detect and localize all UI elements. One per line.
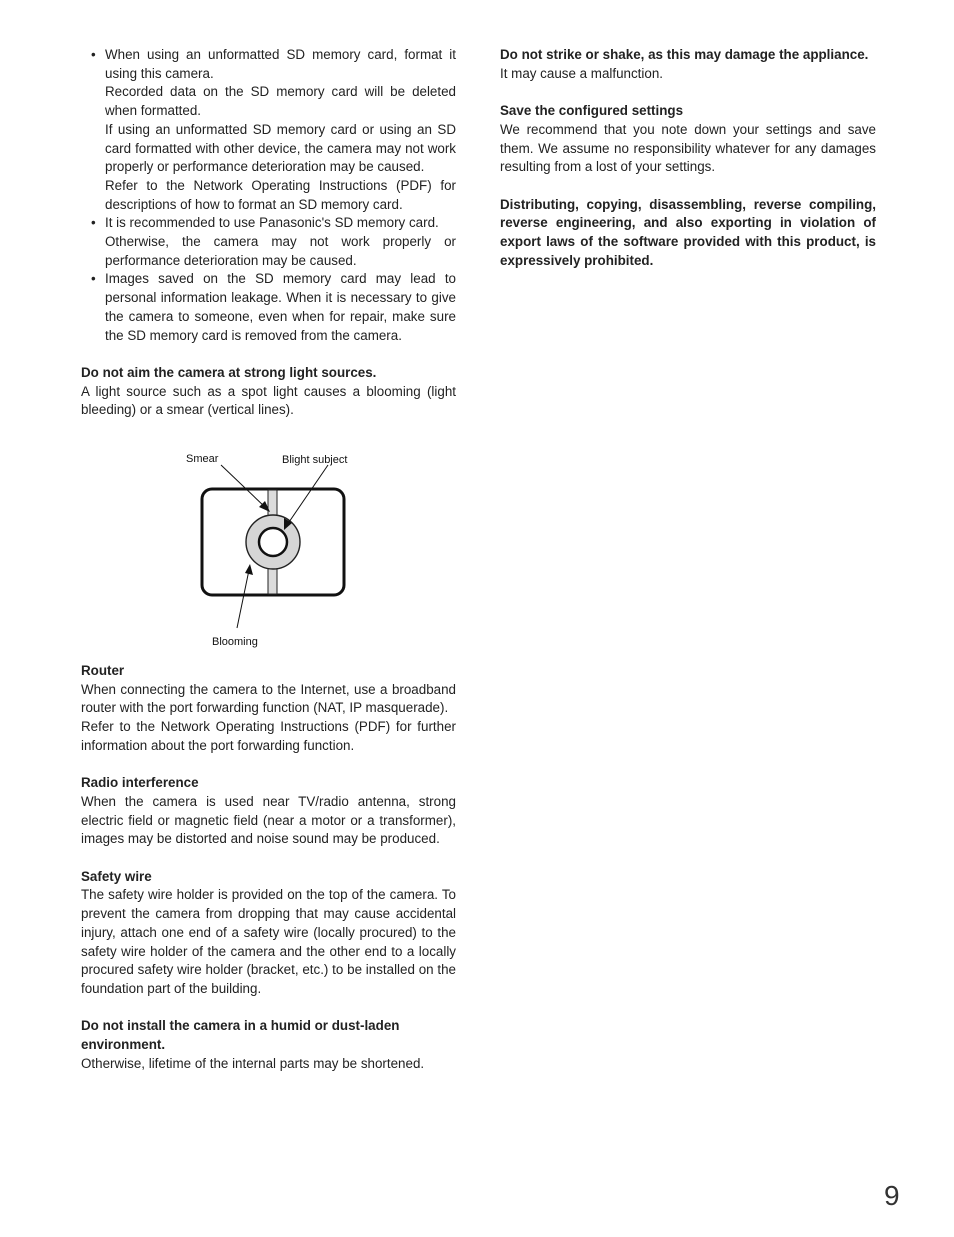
- radio-heading: Radio interference: [81, 775, 199, 791]
- save-settings-section: [500, 102, 876, 177]
- bullet-icon: •: [91, 215, 96, 231]
- bullet-paragraph: It is recommended to use Panasonic's SD memory card.: [105, 215, 439, 231]
- strong-light-heading: Do not aim the camera at strong light sources.: [81, 364, 377, 380]
- bullet-paragraph: When using an unformatted SD memory card, format it using this camera.: [105, 47, 456, 81]
- left-column: [81, 46, 456, 1073]
- blooming-label: Blooming: [212, 636, 258, 649]
- bright-subject-label: Blight subject: [282, 454, 348, 467]
- list-item: [81, 214, 456, 270]
- list-item: [81, 46, 456, 214]
- strong-light-section: [81, 364, 456, 420]
- camera-view-diagram: [81, 432, 456, 658]
- smear-label: Smear: [186, 453, 219, 466]
- bullet-paragraph: Refer to the Network Operating Instructions (PDF) for descriptions of how to format an SD memory card.: [105, 177, 456, 212]
- router-body: When connecting the camera to the Internet, use a broadband router with the port forwarding function (NAT, IP masquerade).: [81, 681, 456, 716]
- page-number: 9: [884, 1180, 900, 1211]
- radio-body: When the camera is used near TV/radio antenna, strong electric field or magnetic field (near a motor or a transformer), images may be distorted and noise sound may be produced.: [81, 793, 456, 847]
- safety-wire-heading: Safety wire: [81, 868, 152, 884]
- humid-section: [81, 1017, 456, 1073]
- safety-wire-body: The safety wire holder is provided on the top of the camera. To prevent the camera from dropping that may cause accidental injury, attach one end of a safety wire (locally procured) to the safety wire holder of the camera and the other end to a locally procured safety wire holder (bracket, etc.) to be installed on the foundation part of the building.: [81, 887, 456, 996]
- bright-subject-circle: [259, 528, 287, 556]
- bullet-paragraph: Images saved on the SD memory card may lead to personal information leakage. When it is necessary to give the camera to someone, even when for repair, make sure the SD memory card is removed from the camera.: [105, 271, 456, 343]
- router-section: [81, 662, 456, 756]
- smear-blooming-figure: [81, 432, 456, 658]
- prohibited-section: [500, 196, 876, 271]
- prohibited-notice: Distributing, copying, disassembling, reverse compiling, reverse engineering, and also exporting in violation of export laws of the software provided with this product, is expressively prohibited.: [500, 196, 876, 268]
- router-heading: Router: [81, 663, 125, 679]
- sd-card-bullet-list: [81, 46, 456, 345]
- strike-heading: Do not strike or shake, as this may damage the appliance.: [500, 47, 869, 62]
- bullet-paragraph: Otherwise, the camera may not work properly or performance deterioration may be caused.: [105, 234, 456, 268]
- bullet-icon: •: [91, 47, 96, 62]
- safety-wire-section: [81, 868, 456, 999]
- router-body-reference: Refer to the Network Operating Instructions (PDF) for further information about the port forwarding function.: [81, 719, 456, 753]
- humid-body: Otherwise, lifetime of the internal parts may be shortened.: [81, 1055, 425, 1071]
- bullet-paragraph: Recorded data on the SD memory card will be deleted when formatted.: [105, 84, 456, 119]
- save-settings-body: We recommend that you note down your settings and save them. We assume no responsibility whatever for any damages resulting from a lost of your settings.: [500, 121, 876, 175]
- bullet-paragraph: If using an unformatted SD memory card or using an SD card formatted with other device, the camera may not work properly or performance deterioration may be caused.: [105, 121, 456, 175]
- radio-section: [81, 774, 456, 849]
- right-column: [500, 46, 876, 270]
- save-settings-heading: Save the configured settings: [500, 103, 684, 119]
- strong-light-body: A light source such as a spot light causes a blooming (light bleeding) or a smear (vertical lines).: [81, 383, 456, 418]
- bullet-icon: •: [91, 271, 96, 287]
- strike-body: It may cause a malfunction.: [500, 65, 663, 81]
- humid-heading: Do not install the camera in a humid or dust-laden environment.: [81, 1018, 400, 1053]
- strike-section: [500, 46, 876, 83]
- list-item: [81, 270, 456, 345]
